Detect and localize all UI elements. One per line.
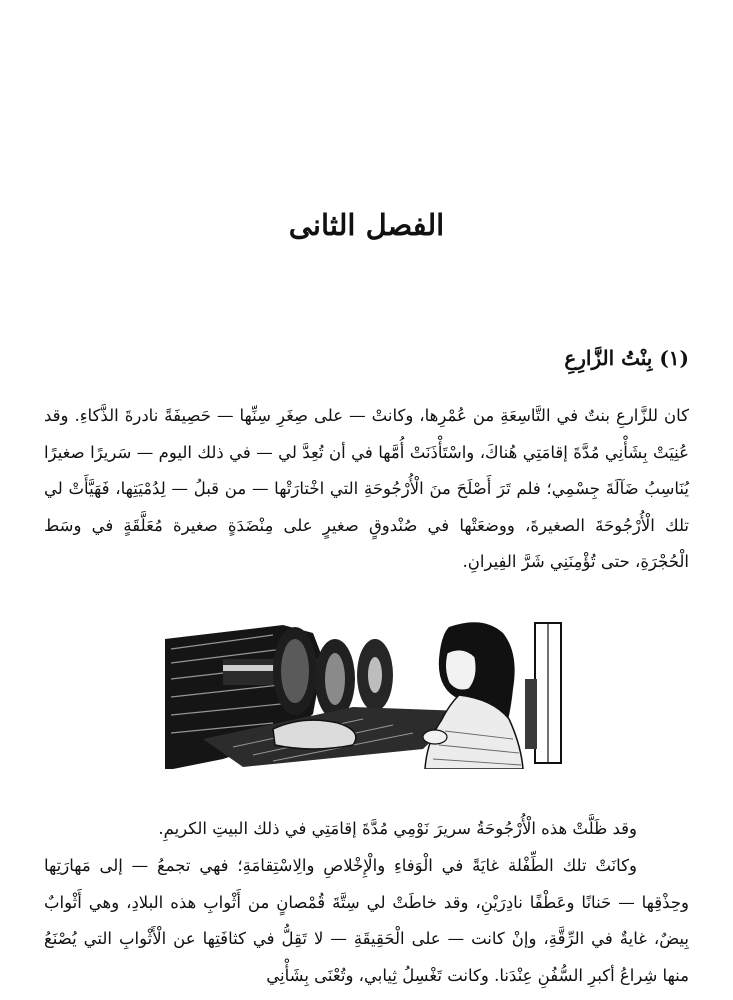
paragraph-1: كان للزَّارعِ بنتٌ في التَّاسِعَةِ من عُمْرِها، وكانتْ — على صِغَرِ سِنِّها — حَصِيفَةً نادرةَ الذَّكاءِ. وقد عُنِيَتْ بِشَأْنِي مُدَّةَ إقامَتِي هُناكَ، واسْتَأْذَنَتْ أُمَّها في أن تُعِدَّ لي — في ذلك اليوم — سَريرًا صغيرًا يُنَاسِبُ ضَآلَةَ جِسْمِي؛ فلم تَرَ أَصْلَحَ منَ الْأُرْجُوحَةِ التي اخْتارَتْها — من قبلُ — لِدُمْيَتِها، فَهَيَّأَتْ لي تلك الْأُرْجُوحَةَ الصغيرةَ، ووضعَتْها في صُنْدوقٍ صغيرٍ على مِنْضَدَةٍ صغيرة مُعَلَّقَةٍ في وسَط الْحُجْرَةِ، حتى تُؤْمِنَنِي شَرَّ الفِيرانِ. xyxy=(44,406,689,571)
paragraph-3: وكانَتْ تلك الطِّفْلة غايَةً في الْوَفاءِ والْإِخْلاصِ والِاسْتِقامَةِ؛ فهي تجمعُ — إلى مَهارَتِها وحِذْقِها — حَنانًا وعَطْفًا نادِرَيْنِ، وقد خاطَتْ لي سِتَّةَ قُمْصانٍ من أَثْوابِ هذه البلادِ، وهي أَثْوابٌ بِيضٌ، غايةٌ في الرِّقَّةِ، وإنْ كانت — على الْحَقِيقَةِ — لا تَقِلُّ في كثافَتِها عن الْأَثْوابِ التي يُصْنَعُ منها شِراعُ أكبرِ السُّفُنِ عِنْدَنا. وكانت تَغْسِلُ ثِيابي، وتُعْنَى بِشَأْنِي xyxy=(44,856,689,985)
chapter-title: الفصل الثانى xyxy=(288,208,445,242)
section-heading: (١) بِنْتُ الزَّارِعِ xyxy=(564,346,689,370)
paragraph-2: وقد ظَلَّتْ هذه الْأُرْجُوحَةُ سريرَ نَوْمِي مُدَّةَ إقامَتِي في ذلك البيتِ الكريمِ. xyxy=(158,819,637,838)
illustration-girl-sewing xyxy=(163,619,571,769)
